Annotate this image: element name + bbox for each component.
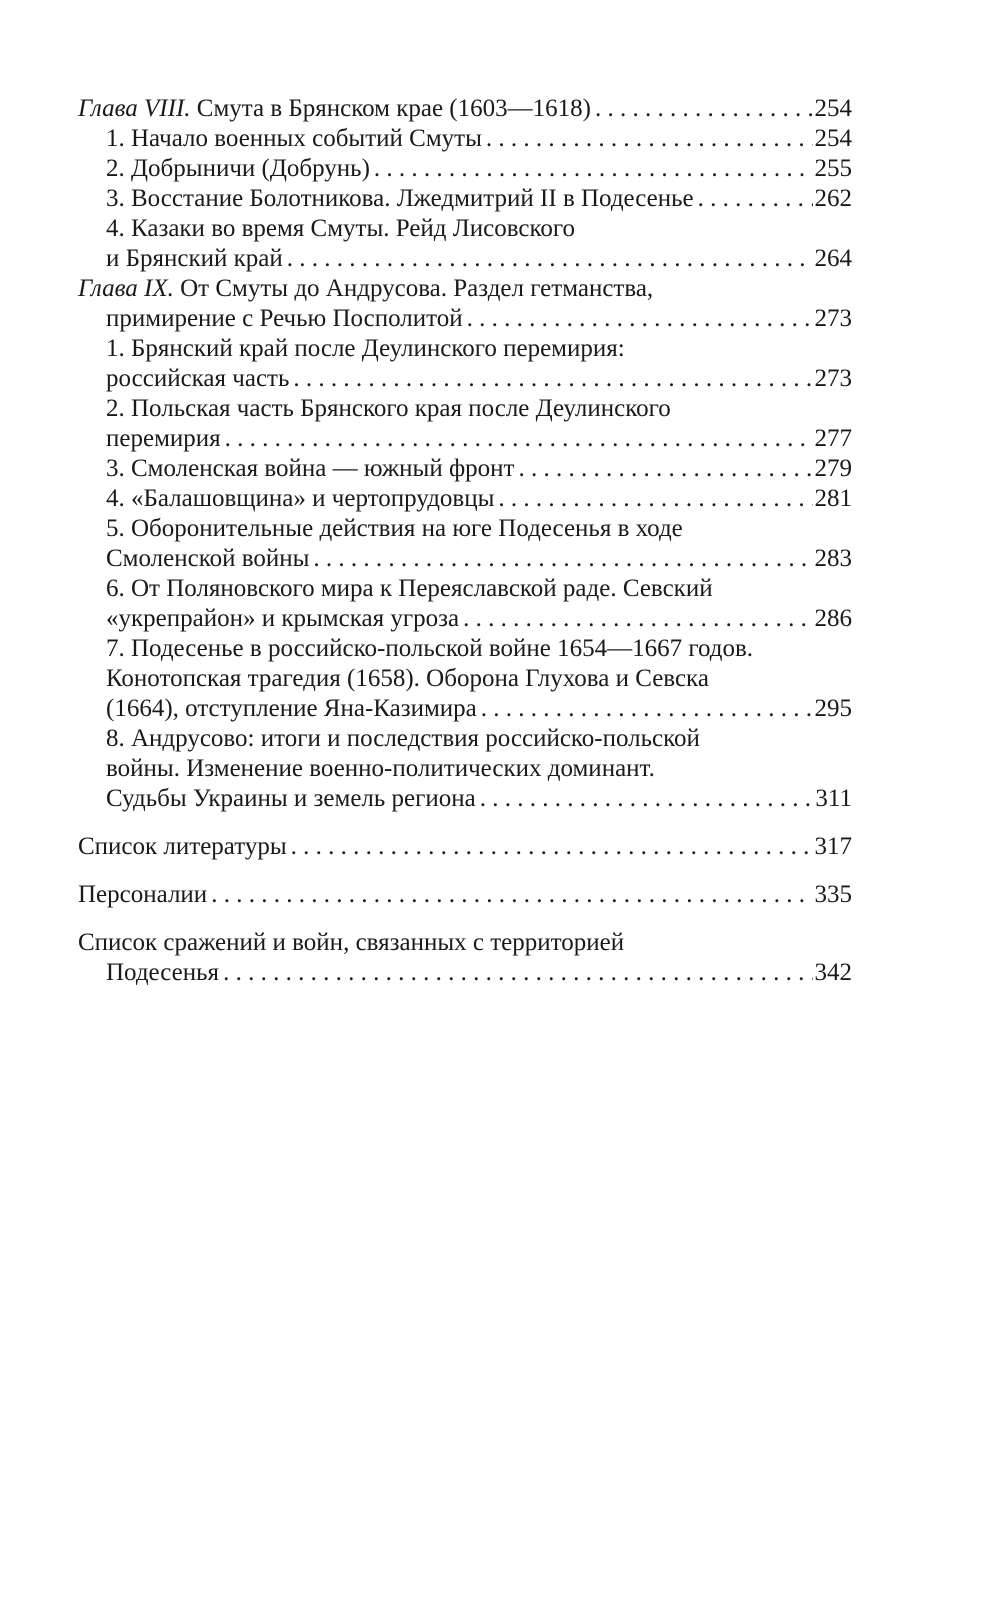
section-gap — [78, 814, 852, 832]
dot-leader — [287, 244, 813, 274]
dot-leader — [211, 880, 812, 910]
item-title-cont: российская часть — [106, 365, 290, 392]
toc-item — [78, 514, 852, 574]
item-title-cont: войны. Изменение военно-политических доминант. — [106, 755, 655, 782]
item-title-cont: «укрепрайон» и крымская угроза — [106, 605, 460, 632]
item-title: 7. Подесенье в российско-польской войне 1654—1667 годов. — [106, 635, 754, 662]
dot-leader — [698, 184, 813, 214]
page-number: 295 — [814, 695, 852, 722]
dot-leader — [518, 454, 812, 484]
page-number: 277 — [814, 425, 852, 452]
item-title: 1. Брянский край после Деулинского перемирия: — [106, 335, 625, 362]
toc-item — [78, 184, 852, 214]
page-number: 286 — [814, 605, 852, 632]
item-title: 8. Андрусово: итоги и последствия российско-польской — [106, 725, 700, 752]
item-title: 3. Восстание Болотникова. Лжедмитрий II в Подесенье — [106, 185, 694, 212]
item-title: 3. Смоленская война — южный фронт — [106, 455, 515, 482]
toc-item — [78, 334, 852, 394]
chapter-title: Смута в Брянском крае (1603—1618) — [196, 95, 591, 122]
chapter-title: От Смуты до Андрусова. Раздел гетманства, — [180, 275, 654, 302]
toc-item — [78, 724, 852, 814]
page-number: 262 — [814, 185, 852, 212]
chapter-title-cont: примирение с Речью Посполитой — [106, 305, 463, 332]
toc-back-matter-item — [78, 928, 852, 988]
page-number: 311 — [815, 785, 852, 812]
item-title: 1. Начало военных событий Смуты — [106, 125, 482, 152]
item-title-cont: и Брянский край — [106, 245, 283, 272]
page-number: 342 — [814, 959, 852, 986]
dot-leader — [463, 604, 812, 634]
toc-back-matter-item — [78, 832, 852, 862]
page-number: 255 — [814, 155, 852, 182]
toc-item — [78, 394, 852, 454]
dot-leader — [486, 124, 813, 154]
item-title: 4. Казаки во время Смуты. Рейд Лисовского — [106, 215, 575, 242]
page-number: 283 — [814, 545, 852, 572]
toc-item — [78, 574, 852, 634]
page-number: 335 — [814, 881, 852, 908]
dot-leader — [225, 424, 813, 454]
toc-back-matter-item — [78, 880, 852, 910]
page-number: 273 — [814, 305, 852, 332]
dot-leader — [498, 484, 812, 514]
page-number: 281 — [814, 485, 852, 512]
dot-leader — [480, 784, 814, 814]
item-title: 6. От Поляновского мира к Переяславской раде. Севский — [106, 575, 713, 602]
dot-leader — [481, 694, 813, 724]
item-title: Список литературы — [78, 833, 287, 860]
section-gap — [78, 862, 852, 880]
page-number: 279 — [814, 455, 852, 482]
dot-leader — [467, 304, 813, 334]
toc-item — [78, 634, 852, 724]
dot-leader — [293, 364, 812, 394]
toc-item — [78, 214, 852, 274]
toc-item — [78, 484, 852, 514]
table-of-contents — [78, 94, 852, 988]
item-title: Персоналии — [78, 881, 208, 908]
item-title-cont: Подесенья — [106, 959, 220, 986]
toc-item — [78, 454, 852, 484]
dot-leader — [374, 154, 813, 184]
page-number: 273 — [814, 365, 852, 392]
dot-leader — [291, 832, 813, 862]
item-title: 4. «Балашовщина» и чертопрудовцы — [106, 485, 495, 512]
dot-leader — [223, 958, 812, 988]
item-title-cont: Конотопская трагедия (1658). Оборона Глухова и Севска — [106, 665, 709, 692]
toc-chapter-9 — [78, 274, 852, 334]
section-gap — [78, 910, 852, 928]
item-title: 2. Польская часть Брянского края после Деулинского — [106, 395, 671, 422]
chapter-label: Глава IX. — [78, 275, 174, 302]
item-title-cont: (1664), отступление Яна-Казимира — [106, 695, 477, 722]
dot-leader — [595, 94, 813, 124]
item-title-cont: Смоленской войны — [106, 545, 310, 572]
toc-item — [78, 124, 852, 154]
item-title-cont: перемирия — [106, 425, 221, 452]
page-number: 254 — [814, 125, 852, 152]
item-title: Список сражений и войн, связанных с территорией — [78, 929, 625, 956]
toc-item — [78, 154, 852, 184]
dot-leader — [313, 544, 812, 574]
item-title-cont: Судьбы Украины и земель региона — [106, 785, 476, 812]
toc-chapter-8 — [78, 94, 852, 124]
chapter-label: Глава VIII. — [78, 95, 191, 122]
page-number: 264 — [814, 245, 852, 272]
page-number: 254 — [814, 95, 852, 122]
item-title: 2. Добрыничи (Добрунь) — [106, 155, 370, 182]
page-number: 317 — [814, 833, 852, 860]
item-title: 5. Оборонительные действия на юге Подесенья в ходе — [106, 515, 683, 542]
